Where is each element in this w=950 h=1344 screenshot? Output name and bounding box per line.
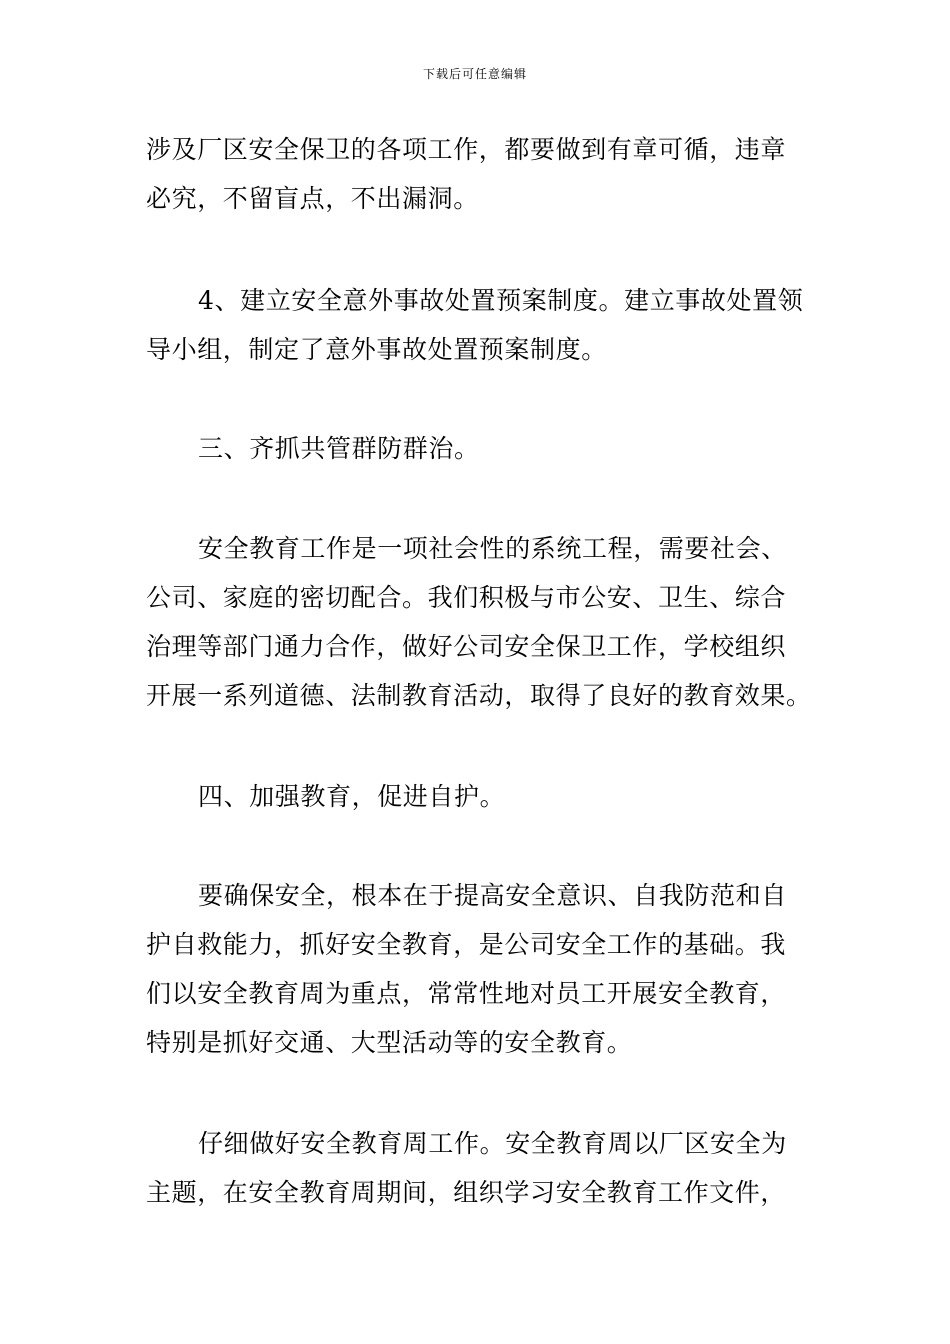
paragraph-line: 仔细做好安全教育周工作。安全教育周以厂区安全为 <box>198 1129 787 1158</box>
paragraph-line: 护自救能力，抓好安全教育，是公司安全工作的基础。我 <box>146 930 787 959</box>
section-heading-3 <box>146 424 811 473</box>
paragraph-line: 导小组，制定了意外事故处置预案制度。 <box>146 335 607 364</box>
section-heading: 三、齐抓共管群防群治。 <box>198 434 480 463</box>
paragraph-6 <box>146 871 811 1067</box>
paragraph-line: 要确保安全，根本在于提高安全意识、自我防范和自 <box>198 881 787 910</box>
paragraph-line: 特别是抓好交通、大型活动等的安全教育。 <box>146 1028 633 1057</box>
paragraph-line: 必究，不留盲点，不出漏洞。 <box>146 184 479 213</box>
paragraph-line: 们以安全教育周为重点，常常性地对员工开展安全教育， <box>146 979 787 1008</box>
paragraph-line: 涉及厂区安全保卫的各项工作，都要做到有章可循，违章 <box>146 135 787 164</box>
paragraph-line: 治理等部门通力合作，做好公司安全保卫工作，学校组织 <box>146 632 787 661</box>
paragraph-line: 安全教育工作是一项社会性的系统工程，需要社会、 <box>198 534 787 563</box>
section-heading-4 <box>146 772 811 821</box>
section-heading: 四、加强教育，促进自护。 <box>198 782 506 811</box>
paragraph-2 <box>146 276 811 374</box>
paragraph-1 <box>146 125 811 223</box>
paragraph-4 <box>146 524 811 720</box>
paragraph-line: 公司、家庭的密切配合。我们积极与市公安、卫生、综合 <box>146 583 787 612</box>
paragraph-line: 开展一系列道德、法制教育活动，取得了良好的教育效果。 <box>146 681 812 710</box>
paragraph-line: 主题，在安全教育周期间，组织学习安全教育工作文件， <box>146 1178 787 1207</box>
paragraph-line: 4、建立安全意外事故处置预案制度。建立事故处置领 <box>198 286 804 315</box>
page-header: 下载后可任意编辑 <box>422 67 527 81</box>
paragraph-7 <box>146 1119 811 1217</box>
